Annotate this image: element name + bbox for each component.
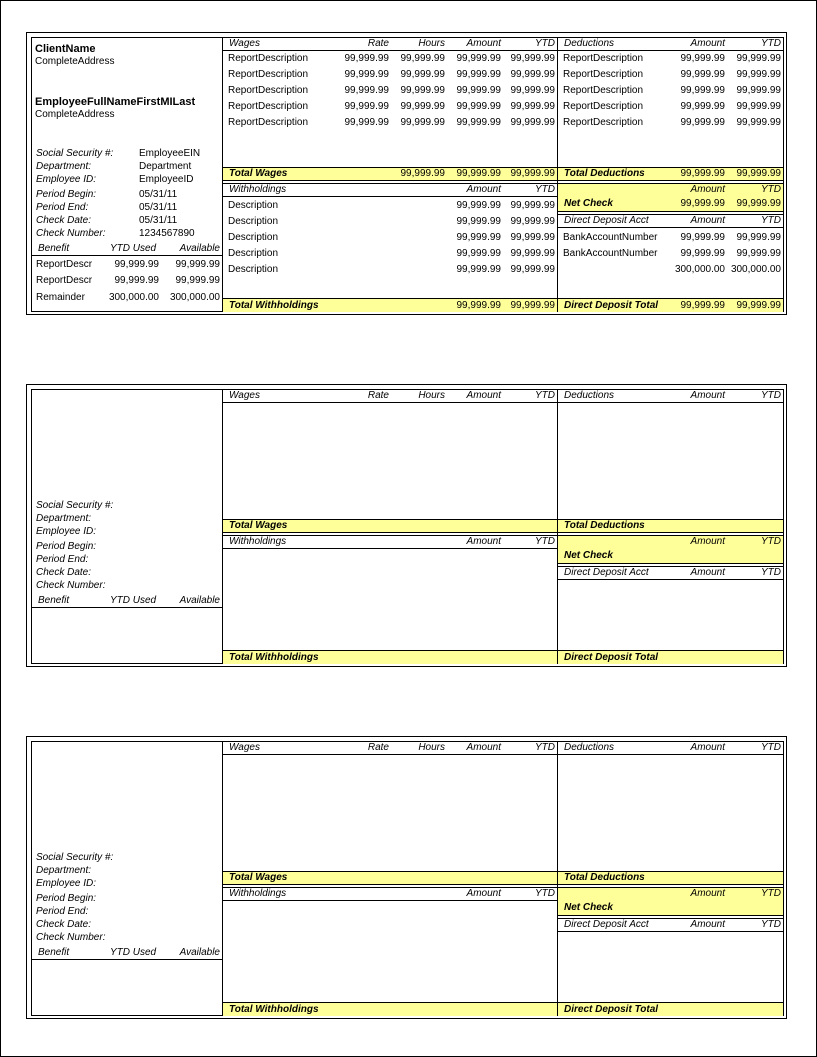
deductions-deposit-panel (558, 390, 783, 663)
total-deductions-row (558, 871, 783, 885)
total-deductions-row (558, 167, 783, 181)
net-check-row (558, 548, 783, 564)
benefit-header-label: Benefit (38, 595, 70, 606)
wage-value: 99,999.99 (456, 117, 501, 128)
deposit-ytd: 99,999.99 (736, 248, 781, 259)
withholdings-amount-header: Amount (466, 184, 501, 195)
deductions-amount-header: Amount (690, 390, 725, 401)
total-wages-value: 99,999.99 (400, 168, 445, 179)
total-withholdings-row (223, 650, 557, 664)
info-label: Check Number: (36, 580, 106, 591)
deposit-total-amount: 99,999.99 (680, 300, 725, 311)
deductions-ytd-header: YTD (761, 742, 781, 753)
net-check-amount: 99,999.99 (680, 198, 725, 209)
net-check-amount-header: Amount (690, 184, 725, 195)
wages-col-header: Amount (466, 38, 501, 49)
total-withholdings-amount: 99,999.99 (456, 300, 501, 311)
wages-header (223, 390, 557, 403)
benefit-used: 300,000.00 (108, 292, 159, 303)
deposit-header-label: Direct Deposit Acct (564, 919, 649, 930)
withholdings-header (223, 183, 557, 197)
total-withholdings-ytd: 99,999.99 (510, 300, 555, 311)
info-label: Department: (36, 161, 92, 172)
deposit-total-label: Direct Deposit Total (564, 300, 659, 311)
stub-inner (31, 37, 784, 312)
net-check-amount-header: Amount (690, 888, 725, 899)
wage-value: 99,999.99 (344, 53, 389, 64)
info-value: 05/31/11 (139, 215, 178, 226)
net-check-label: Net Check (564, 902, 613, 913)
benefit-used: 99,999.99 (114, 275, 159, 286)
withholding-description: Description (228, 216, 279, 227)
pay-stub-2 (26, 384, 787, 667)
total-deductions-amount: 99,999.99 (680, 168, 725, 179)
withholdings-header-label: Withholdings (229, 536, 287, 547)
withholdings-ytd-header: YTD (535, 888, 555, 899)
total-deductions-row (558, 519, 783, 533)
deposit-header (558, 918, 783, 932)
deposit-account: BankAccountNumber (563, 232, 658, 243)
withholding-amount: 99,999.99 (456, 216, 501, 227)
deductions-header (558, 38, 783, 51)
deposit-header (558, 566, 783, 580)
benefit-used: 99,999.99 (114, 259, 159, 270)
wage-value: 99,999.99 (510, 85, 555, 96)
benefit-available-header: Available (179, 947, 220, 958)
benefit-header (32, 595, 222, 608)
wage-value: 99,999.99 (344, 69, 389, 80)
deposit-header (558, 214, 783, 228)
stub-inner (31, 741, 784, 1016)
net-check-label: Net Check (564, 198, 613, 209)
wage-value: 99,999.99 (400, 85, 445, 96)
withholding-amount: 99,999.99 (456, 200, 501, 211)
benefit-ytd-header: YTD Used (110, 595, 157, 606)
wages-col-header: YTD (535, 38, 555, 49)
deposit-ytd: 300,000.00 (730, 264, 781, 275)
total-wages-value: 99,999.99 (510, 168, 555, 179)
total-deductions-label: Total Deductions (564, 520, 645, 531)
benefit-header-label: Benefit (38, 947, 70, 958)
wage-description: ReportDescription (228, 117, 309, 128)
deduction-description: ReportDescription (563, 85, 644, 96)
info-value: EmployeeEIN (139, 148, 201, 159)
wage-value: 99,999.99 (510, 101, 555, 112)
benefit-header (32, 243, 222, 256)
info-label: Period End: (36, 202, 89, 213)
wage-value: 99,999.99 (456, 85, 501, 96)
employee-info-panel (32, 38, 223, 311)
benefit-ytd-header: YTD Used (110, 947, 157, 958)
wage-value: 99,999.99 (400, 69, 445, 80)
deduction-description: ReportDescription (563, 69, 644, 80)
deduction-amount: 99,999.99 (680, 117, 725, 128)
deduction-amount: 99,999.99 (680, 101, 725, 112)
employee-address: CompleteAddress (35, 109, 115, 120)
deductions-deposit-panel (558, 38, 783, 311)
benefit-header-label: Benefit (38, 243, 70, 254)
info-label: Social Security #: (36, 500, 114, 511)
wages-col-header: Rate (367, 38, 389, 49)
deposit-amount-header: Amount (690, 567, 725, 578)
benefit-name: ReportDescr (36, 275, 93, 286)
net-check-ytd: 99,999.99 (736, 198, 781, 209)
deductions-header-label: Deductions (564, 390, 615, 401)
deductions-header (558, 390, 783, 403)
deposit-total-label: Direct Deposit Total (564, 1004, 659, 1015)
wage-value: 99,999.99 (456, 101, 501, 112)
wages-col-header: YTD (535, 390, 555, 401)
info-value: 05/31/11 (139, 189, 178, 200)
info-label: Department: (36, 865, 92, 876)
deduction-description: ReportDescription (563, 101, 644, 112)
net-check-header (558, 887, 783, 901)
deduction-ytd: 99,999.99 (736, 117, 781, 128)
total-wages-value: 99,999.99 (456, 168, 501, 179)
wage-value: 99,999.99 (510, 53, 555, 64)
client-name: ClientName (35, 43, 96, 55)
net-check-header (558, 535, 783, 549)
info-label: Employee ID: (36, 526, 97, 537)
withholding-ytd: 99,999.99 (510, 264, 555, 275)
withholding-ytd: 99,999.99 (510, 248, 555, 259)
deductions-amount-header: Amount (690, 38, 725, 49)
withholdings-amount-header: Amount (466, 888, 501, 899)
wage-value: 99,999.99 (456, 69, 501, 80)
pay-stub-1 (26, 32, 787, 315)
deduction-amount: 99,999.99 (680, 85, 725, 96)
deposit-amount: 99,999.99 (680, 232, 725, 243)
info-label: Social Security #: (36, 852, 114, 863)
info-label: Period Begin: (36, 893, 97, 904)
withholding-ytd: 99,999.99 (510, 216, 555, 227)
withholding-description: Description (228, 200, 279, 211)
total-withholdings-row (223, 1002, 557, 1016)
deposit-header-label: Direct Deposit Acct (564, 215, 649, 226)
withholdings-header (223, 535, 557, 549)
info-value: EmployeeID (139, 174, 194, 185)
deposit-ytd-header: YTD (761, 567, 781, 578)
info-label: Check Date: (36, 215, 92, 226)
benefit-name: ReportDescr (36, 259, 93, 270)
wages-withholdings-panel (223, 390, 558, 663)
withholding-description: Description (228, 232, 279, 243)
benefit-name: Remainder (36, 292, 85, 303)
deposit-ytd-header: YTD (761, 215, 781, 226)
wages-col-header: Rate (367, 390, 389, 401)
deductions-header-label: Deductions (564, 742, 615, 753)
deductions-header (558, 742, 783, 755)
info-value: 1234567890 (139, 228, 195, 239)
benefit-header (32, 947, 222, 960)
withholdings-amount-header: Amount (466, 536, 501, 547)
deposit-header-label: Direct Deposit Acct (564, 567, 649, 578)
wages-header (223, 742, 557, 755)
deposit-amount: 300,000.00 (674, 264, 725, 275)
wage-description: ReportDescription (228, 53, 309, 64)
wage-value: 99,999.99 (344, 85, 389, 96)
wages-header-label: Wages (229, 390, 260, 401)
net-check-row (558, 196, 783, 212)
deduction-amount: 99,999.99 (680, 53, 725, 64)
wage-value: 99,999.99 (400, 117, 445, 128)
benefit-available-header: Available (179, 243, 220, 254)
wage-value: 99,999.99 (456, 53, 501, 64)
total-withholdings-label: Total Withholdings (229, 652, 319, 663)
info-label: Period Begin: (36, 541, 97, 552)
wages-col-header: Amount (466, 742, 501, 753)
wages-col-header: Hours (418, 390, 445, 401)
deposit-total-label: Direct Deposit Total (564, 652, 659, 663)
info-label: Check Number: (36, 932, 106, 943)
wages-header (223, 38, 557, 51)
wages-header-label: Wages (229, 38, 260, 49)
withholdings-header (223, 887, 557, 901)
total-deductions-label: Total Deductions (564, 168, 645, 179)
deduction-description: ReportDescription (563, 53, 644, 64)
total-withholdings-label: Total Withholdings (229, 1004, 319, 1015)
wage-value: 99,999.99 (510, 69, 555, 80)
total-withholdings-label: Total Withholdings (229, 300, 319, 311)
withholdings-header-label: Withholdings (229, 888, 287, 899)
deposit-total-ytd: 99,999.99 (736, 300, 781, 311)
info-label: Employee ID: (36, 174, 97, 185)
wage-description: ReportDescription (228, 85, 309, 96)
wages-col-header: Hours (418, 742, 445, 753)
deposit-amount-header: Amount (690, 215, 725, 226)
deposit-total-row (558, 650, 783, 664)
withholdings-ytd-header: YTD (535, 184, 555, 195)
wage-value: 99,999.99 (344, 117, 389, 128)
deposit-total-row (558, 1002, 783, 1016)
benefit-available: 99,999.99 (175, 259, 220, 270)
total-wages-label: Total Wages (229, 872, 288, 883)
info-label: Department: (36, 513, 92, 524)
withholding-ytd: 99,999.99 (510, 232, 555, 243)
withholding-amount: 99,999.99 (456, 264, 501, 275)
wage-value: 99,999.99 (510, 117, 555, 128)
deductions-deposit-panel (558, 742, 783, 1015)
deduction-amount: 99,999.99 (680, 69, 725, 80)
info-label: Period Begin: (36, 189, 97, 200)
net-check-header (558, 183, 783, 197)
net-check-ytd-header: YTD (761, 184, 781, 195)
wages-withholdings-panel (223, 742, 558, 1015)
info-label: Social Security #: (36, 148, 114, 159)
employee-info-panel (32, 742, 223, 1015)
withholdings-header-label: Withholdings (229, 184, 287, 195)
wage-value: 99,999.99 (344, 101, 389, 112)
wage-description: ReportDescription (228, 101, 309, 112)
total-wages-row (223, 167, 557, 181)
benefit-available: 99,999.99 (175, 275, 220, 286)
withholding-description: Description (228, 264, 279, 275)
info-label: Period End: (36, 554, 89, 565)
deductions-ytd-header: YTD (761, 390, 781, 401)
benefit-available: 300,000.00 (169, 292, 220, 303)
info-label: Check Number: (36, 228, 106, 239)
withholding-amount: 99,999.99 (456, 232, 501, 243)
deposit-total-row (558, 298, 783, 312)
total-wages-label: Total Wages (229, 520, 288, 531)
wages-header-label: Wages (229, 742, 260, 753)
wages-col-header: YTD (535, 742, 555, 753)
wage-value: 99,999.99 (400, 101, 445, 112)
stub-inner (31, 389, 784, 664)
deposit-amount: 99,999.99 (680, 248, 725, 259)
client-address: CompleteAddress (35, 56, 115, 67)
total-wages-row (223, 871, 557, 885)
net-check-ytd-header: YTD (761, 536, 781, 547)
net-check-ytd-header: YTD (761, 888, 781, 899)
wages-col-header: Hours (418, 38, 445, 49)
deposit-amount-header: Amount (690, 919, 725, 930)
withholdings-ytd-header: YTD (535, 536, 555, 547)
deposit-account: BankAccountNumber (563, 248, 658, 259)
deductions-amount-header: Amount (690, 742, 725, 753)
deductions-ytd-header: YTD (761, 38, 781, 49)
withholding-amount: 99,999.99 (456, 248, 501, 259)
net-check-row (558, 900, 783, 916)
wages-withholdings-panel (223, 38, 558, 311)
deduction-description: ReportDescription (563, 117, 644, 128)
benefit-ytd-header: YTD Used (110, 243, 157, 254)
total-wages-row (223, 519, 557, 533)
benefit-available-header: Available (179, 595, 220, 606)
wage-description: ReportDescription (228, 69, 309, 80)
info-label: Check Date: (36, 567, 92, 578)
total-withholdings-row (223, 298, 557, 312)
deposit-ytd: 99,999.99 (736, 232, 781, 243)
pay-stub-3 (26, 736, 787, 1019)
deduction-ytd: 99,999.99 (736, 69, 781, 80)
deduction-ytd: 99,999.99 (736, 53, 781, 64)
wages-col-header: Rate (367, 742, 389, 753)
withholding-description: Description (228, 248, 279, 259)
employee-name: EmployeeFullNameFirstMILast (35, 96, 196, 108)
deductions-header-label: Deductions (564, 38, 615, 49)
employee-info-panel (32, 390, 223, 663)
total-deductions-label: Total Deductions (564, 872, 645, 883)
net-check-amount-header: Amount (690, 536, 725, 547)
deduction-ytd: 99,999.99 (736, 85, 781, 96)
info-label: Period End: (36, 906, 89, 917)
withholding-ytd: 99,999.99 (510, 200, 555, 211)
info-label: Check Date: (36, 919, 92, 930)
wage-value: 99,999.99 (400, 53, 445, 64)
deduction-ytd: 99,999.99 (736, 101, 781, 112)
deposit-ytd-header: YTD (761, 919, 781, 930)
info-value: 05/31/11 (139, 202, 178, 213)
info-value: Department (139, 161, 192, 172)
wages-col-header: Amount (466, 390, 501, 401)
info-label: Employee ID: (36, 878, 97, 889)
total-deductions-ytd: 99,999.99 (736, 168, 781, 179)
net-check-label: Net Check (564, 550, 613, 561)
total-wages-label: Total Wages (229, 168, 288, 179)
